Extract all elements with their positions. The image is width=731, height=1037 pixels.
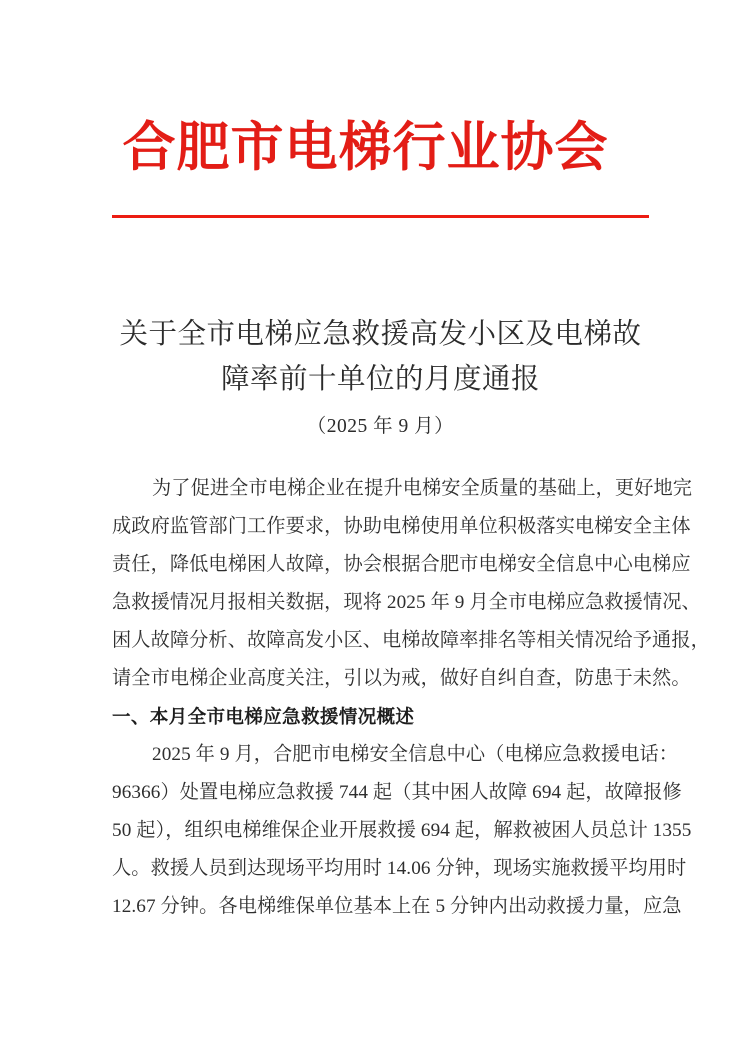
letterhead: [0, 118, 731, 177]
section-one-line-2: 96366）处置电梯应急救援 744 起（其中困人故障 694 起，故障报修: [112, 782, 682, 803]
section-one-line-4: 人。救援人员到达现场平均用时 14.06 分钟，现场实施救援平均用时: [112, 858, 687, 879]
document-title-line-2: 障率前十单位的月度通报: [220, 364, 540, 395]
document-subtitle: （2025 年 9 月）: [306, 416, 455, 437]
document-title: [112, 312, 649, 402]
document-body: [112, 470, 710, 926]
intro-paragraph: [112, 470, 710, 698]
intro-line-3: 责任，降低电梯困人故障，协会根据合肥市电梯安全信息中心电梯应: [112, 554, 691, 575]
section-one-line-1: 2025 年 9 月，合肥市电梯安全信息中心（电梯应急救援电话：: [152, 744, 679, 765]
intro-line-1: 为了促进全市电梯企业在提升电梯安全质量的基础上，更好地完: [152, 478, 693, 499]
intro-line-2: 成政府监管部门工作要求，协助电梯使用单位积极落实电梯安全主体: [112, 516, 691, 537]
section-one-heading: 一、本月全市电梯应急救援情况概述: [112, 706, 415, 727]
letterhead-divider: [112, 215, 649, 218]
intro-line-6: 请全市电梯企业高度关注，引以为戒，做好自纠自查，防患于未然。: [112, 668, 691, 689]
organization-name: 合肥市电梯行业协会: [122, 116, 609, 178]
section-one-paragraph: [112, 736, 692, 926]
intro-line-5: 困人故障分析、故障高发小区、电梯故障率排名等相关情况给予通报，: [112, 630, 710, 651]
section-one-line-5: 12.67 分钟。各电梯维保单位基本上在 5 分钟内出动救援力量，应急: [112, 896, 682, 917]
document-title-block: [112, 312, 649, 447]
section-one-line-3: 50 起），组织电梯维保企业开展救援 694 起，解救被困人员总计 1355: [112, 820, 692, 841]
intro-line-4: 急救援情况月报相关数据，现将 2025 年 9 月全市电梯应急救援情况、: [112, 592, 701, 613]
document-title-line-1: 关于全市电梯应急救援高发小区及电梯故: [119, 319, 642, 350]
